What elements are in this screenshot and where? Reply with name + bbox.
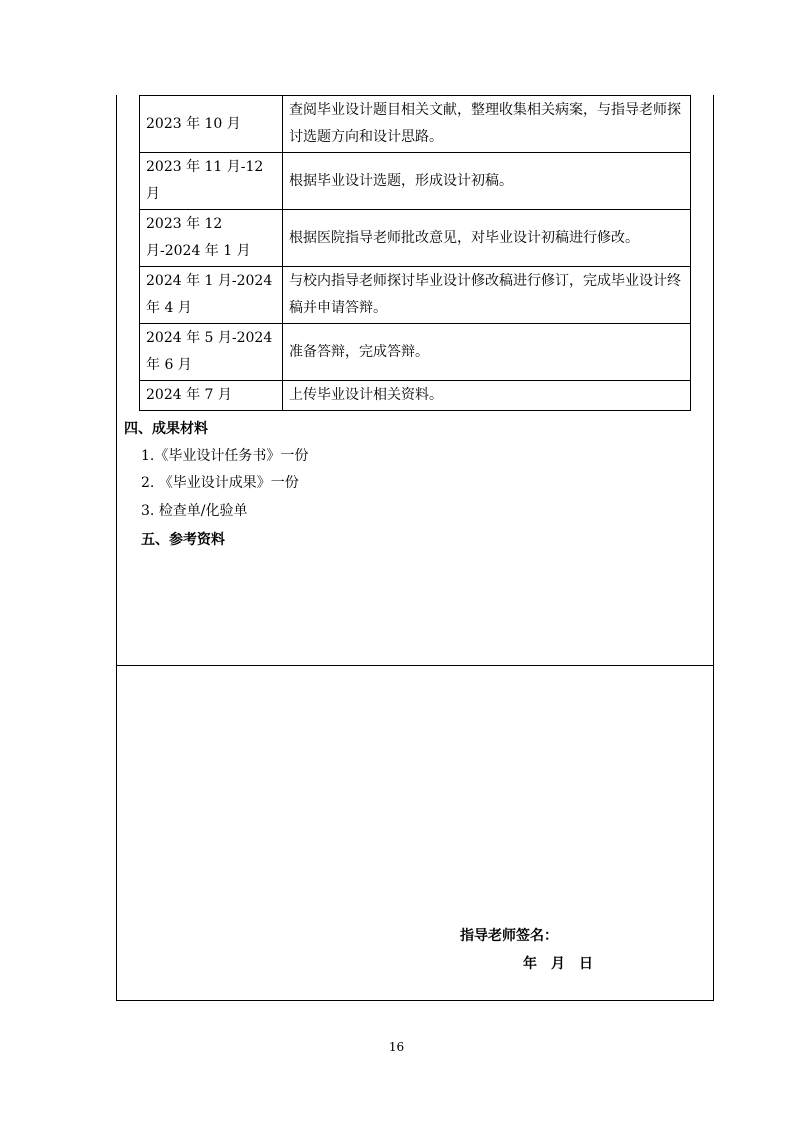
schedule-task: 根据毕业设计选题，形成设计初稿。 <box>283 153 691 210</box>
table-row <box>140 210 691 267</box>
table-row <box>140 324 691 381</box>
result-item: 3. 检查单/化验单 <box>141 503 248 519</box>
section5-heading: 五、参考资料 <box>141 532 225 548</box>
table-row <box>140 267 691 324</box>
schedule-task: 与校内指导老师探讨毕业设计修改稿进行修订，完成毕业设计终稿并申请答辩。 <box>283 267 691 324</box>
result-item: 2. 《毕业设计成果》一份 <box>141 475 299 491</box>
schedule-date: 2024 年 7 月 <box>140 381 283 411</box>
schedule-table <box>139 95 691 411</box>
signature-label: 指导老师签名： <box>460 928 558 944</box>
signature-date: 年 月 日 <box>523 956 593 972</box>
table-row <box>140 381 691 411</box>
schedule-task: 上传毕业设计相关资料。 <box>283 381 691 411</box>
schedule-date: 2024 年 5 月-2024 年 6 月 <box>140 324 283 381</box>
schedule-task: 准备答辩，完成答辩。 <box>283 324 691 381</box>
result-item: 1.《毕业设计任务书》一份 <box>141 448 309 464</box>
schedule-task: 查阅毕业设计题目相关文献，整理收集相关病案，与指导老师探讨选题方向和设计思路。 <box>283 96 691 153</box>
table-row <box>140 96 691 153</box>
table-row <box>140 153 691 210</box>
page-number: 16 <box>388 1040 405 1054</box>
schedule-date: 2023 年 10 月 <box>140 96 283 153</box>
section4-heading: 四、成果材料 <box>124 421 208 437</box>
schedule-date: 2024 年 1 月-2024 年 4 月 <box>140 267 283 324</box>
schedule-task: 根据医院指导老师批改意见，对毕业设计初稿进行修改。 <box>283 210 691 267</box>
schedule-date: 2023 年 11 月-12 月 <box>140 153 283 210</box>
schedule-date: 2023 年 12 月-2024 年 1 月 <box>140 210 283 267</box>
